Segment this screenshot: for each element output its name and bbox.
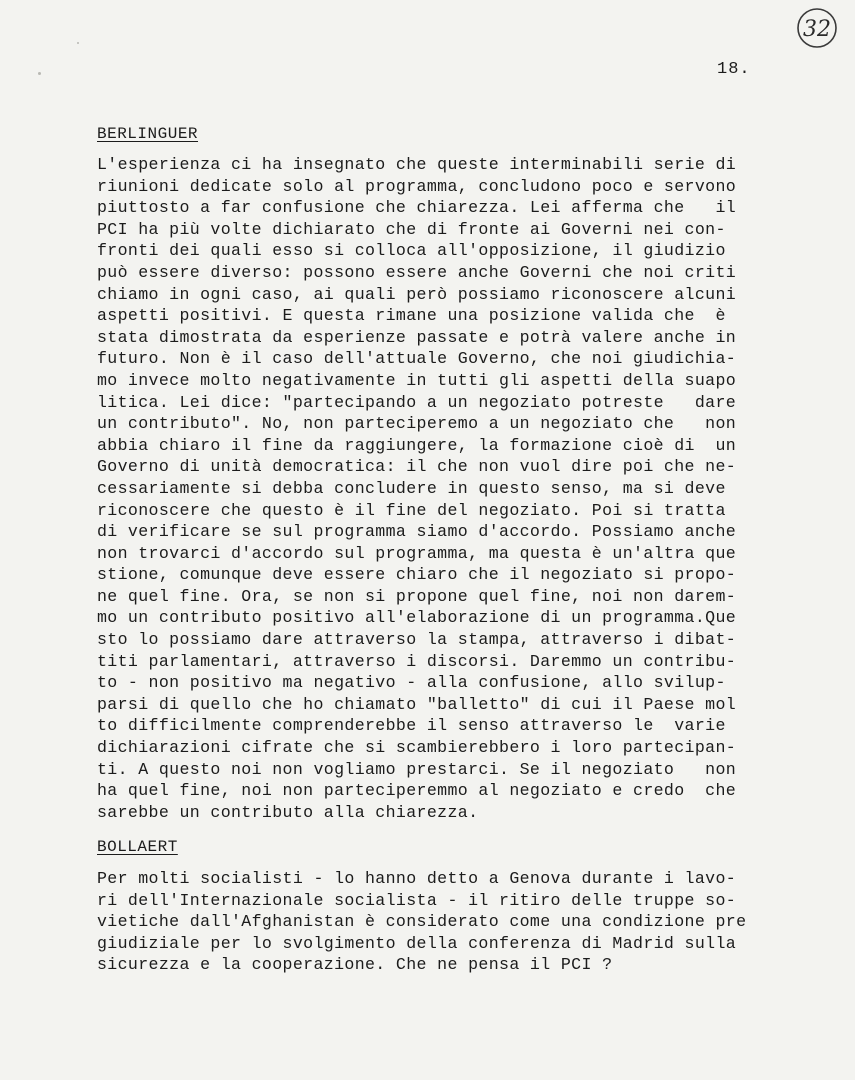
text-line: fronti dei quali esso si colloca all'opposizione, il giudizio	[97, 241, 726, 261]
text-line: può essere diverso: possono essere anche Governi che noi criti	[97, 262, 737, 282]
text-line: litica. Lei dice: "partecipando a un negoziato potreste dare	[97, 392, 737, 412]
text-line: to - non positivo ma negativo - alla confusione, allo svilup-	[97, 673, 726, 693]
text-line: aspetti positivi. E questa rimane una posizione valida che è	[97, 306, 726, 326]
text-line: non trovarci d'accordo sul programma, ma questa è un'altra que	[97, 543, 737, 563]
text-line: Per molti socialisti - lo hanno detto a Genova durante i lavo-	[97, 869, 737, 888]
stamp-number: 32	[803, 17, 831, 42]
text-line: ti. A questo noi non vogliamo prestarci. Se il negoziato non	[97, 759, 737, 779]
text-line: riconoscere che questo è il fine del negoziato. Poi si tratta	[97, 500, 726, 520]
text-line: sicurezza e la cooperazione. Che ne pensa il PCI ?	[97, 955, 613, 975]
page-number: 18.	[717, 60, 751, 79]
text-line: abbia chiaro il fine da raggiungere, la formazione cioè di un	[97, 435, 737, 455]
text-line: stata dimostrata da esperienze passate e potrà valere anche in	[97, 327, 737, 347]
text-line: giudiziale per lo svolgimento della conferenza di Madrid sulla	[97, 933, 737, 953]
text-line: Governo di unità democratica: il che non vuol dire poi che ne-	[97, 457, 737, 477]
speaker-heading: BERLINGUER	[97, 125, 199, 143]
text-line: ri dell'Internazionale socialista - il ritiro delle truppe so-	[97, 890, 737, 910]
text-line: titi parlamentari, attraverso i discorsi. Daremmo un contribu-	[97, 651, 737, 671]
text-line: dichiarazioni cifrate che si scambierebbero i loro partecipan-	[97, 738, 737, 758]
text-line: mo un contributo positivo all'elaborazione di un programma.Que	[97, 608, 737, 628]
speaker-heading: BOLLAERT	[97, 838, 178, 856]
text-line: L'esperienza ci ha insegnato che queste interminabili serie di	[97, 155, 737, 174]
text-line: di verificare se sul programma siamo d'accordo. Possiamo anche	[97, 522, 737, 542]
question-paragraph	[97, 868, 767, 976]
text-line: ha quel fine, noi non parteciperemmo al negoziato e credo che	[97, 781, 737, 801]
text-line: mo invece molto negativamente in tutti gli aspetti della suapo	[97, 370, 737, 390]
text-line: parsi di quello che ho chiamato "balletto" di cui il Paese mol	[97, 694, 737, 714]
text-line: sarebbe un contributo alla chiarezza.	[97, 802, 479, 822]
text-line: vietiche dall'Afghanistan è considerato come una condizione pre	[97, 912, 747, 932]
text-line: stione, comunque deve essere chiaro che il negoziato si propo-	[97, 565, 737, 585]
text-line: futuro. Non è il caso dell'attuale Governo, che noi giudichia-	[97, 349, 737, 369]
text-line: sto lo possiamo dare attraverso la stampa, attraverso i dibat-	[97, 630, 737, 650]
paper-speck	[38, 72, 41, 75]
text-line: un contributo". No, non parteciperemo a un negoziato che non	[97, 414, 737, 434]
paper-speck	[77, 42, 79, 44]
answer-paragraph	[97, 154, 767, 823]
text-line: cessariamente si debba concludere in questo senso, ma si deve	[97, 478, 726, 498]
text-line: to difficilmente comprenderebbe il senso attraverso le varie	[97, 716, 726, 736]
text-line: piuttosto a far confusione che chiarezza. Lei afferma che il	[97, 198, 737, 218]
archive-stamp	[795, 6, 839, 50]
text-line: riunioni dedicate solo al programma, concludono poco e servono	[97, 176, 737, 196]
text-line: ne quel fine. Ora, se non si propone quel fine, noi non darem-	[97, 586, 737, 606]
text-line: PCI ha più volte dichiarato che di fronte ai Governi nei con-	[97, 219, 726, 239]
text-line: chiamo in ogni caso, ai quali però possiamo riconoscere alcuni	[97, 284, 737, 304]
